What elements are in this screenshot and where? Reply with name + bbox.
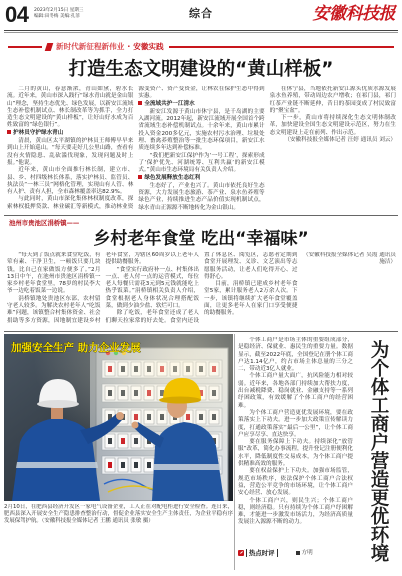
article2-kicker: 池州市贵池区涓桥镇—— <box>9 219 80 227</box>
article2-paragraph: 目前，涓桥镇已建成乡村老年食堂5家，累计服务老人2万余人次。下一步，该镇将继续扩大老年食堂覆盖面，让更多老年人在家门口享受便捷的助餐服务。 <box>204 281 298 317</box>
commentary-author-name: 方明 <box>301 550 313 556</box>
issue-date: 2023年2月15日 星期三 <box>34 8 84 13</box>
banner-separator: · <box>127 42 131 51</box>
article2-paragraph: “每天到了饭点就来食堂吃饭，有荤有素、干净卫生，一顿饭只要几块钱，比自己在家做饭方便多了。”2月13日中午，在池州市贵池区涓桥镇一家乡村老年食堂里，78岁的村民李大爷一边吃着饭菜一边说。 <box>7 252 101 295</box>
article1-subhead-text: 护林员守护绿水青山 <box>13 130 64 137</box>
article1-paragraph: 下一步，黄山市将持续深化生态文明体制改革，加快建设全国生态文明建设示范区，努力在生态文明建设上走在前列、作出示范。 <box>269 115 396 136</box>
header-rule-thin <box>4 32 398 33</box>
column-divider <box>234 334 235 570</box>
article1-body <box>7 86 396 213</box>
article1-paragraph: 二月的黄山，春意渐浓，青山如黛，碧水长流。近年来，黄山市深入践行“绿水青山就是金山银山”理念，坚持生态优先、绿色发展，以新安江流域生态补偿机制试点、林长制改革等为抓手，全力打造生态文明建设的“黄山样板”，让好山好水成为百姓致富的“绿色银行”。 <box>7 86 134 129</box>
column-label-text: 热点时评 <box>246 549 278 557</box>
commentary-paragraph: 为个体工商户营造更优发展环境，要在政策落实上下功夫。进一步加大政策宣传解读力度，打通政策落实“最后一公里”，让个体工商户应享尽享、直达快享。 <box>238 409 353 438</box>
editor-credits: 编辑:田冬梅 美编:孔菲 <box>34 14 80 20</box>
photo-workers-electrical-cabinet <box>4 334 233 501</box>
header-rule <box>4 30 398 31</box>
article2-paragraph: 涓桥镇地处贵池区东部，农村留守老人较多。为解决农村老年人“吃饭难”问题，该镇整合村集体资金、社会捐助等多方资源，因地制宜建设乡村老年食堂，为辖区60周岁以上老年人提供助餐服务。 <box>7 252 199 324</box>
photo-caption: 2月10日，在肥西县经济开发区一家电气设备企业，工人正在对配电柜进行安全检查。连日来，肥西县深入开展安全生产隐患排查整治行动，督促企业落实安全生产主体责任，为企业平稳有序发展保驾护航。（安徽科技报全媒体记者 王鹏 通讯员 张敏 摄） <box>4 504 233 524</box>
article2-byline: （安徽科技报全媒体记者 吴霞 通讯员 施洁） <box>302 252 396 266</box>
subhead-bullet-icon <box>138 175 142 179</box>
article1-paragraph: 与此同时，黄山市深化集体林权制度改革，探索林权抵押贷款、林业碳汇等新模式，推动林业资源变资产、资产变资金，让林农在保护生态中得到实惠。 <box>7 86 265 210</box>
commentary-paragraph: 要在权益保护上下功夫。加强市场监管，规范市场秩序，依法保护个体工商户合法权益，营造公平竞争的市场环境，让个体工商户安心经营、放心发展。 <box>238 468 353 497</box>
commentary-title: 为个体工商户营造更优环境 <box>368 340 389 562</box>
article1-paragraph: “我们把新安江保护作为‘一号工程’，探索形成了‘保护优先、河湖统筹、互利共赢’的新安江模式。”黄山市生态环境局有关负责人介绍。 <box>138 152 265 174</box>
banner-line-left <box>8 46 42 48</box>
article1-paragraph: 清晨，黄山区太平湖镇的护林员王师傅早早来到山上开始巡山。“每天要走好几公里山路，查看有没有火情隐患、乱砍滥伐现象，发现问题及时上报。”他说。 <box>7 138 134 166</box>
commentary-paragraph: 个体工商户兴，则民生兴；个体工商户稳，则经济稳。只有持续为个体工商户纾困解难，才能进一步激发市场活力，为经济高质量发展注入源源不断的动力。 <box>238 497 353 526</box>
banner-ribbon-icon <box>45 43 54 51</box>
banner-series: 新时代新征程新伟业 <box>56 42 125 51</box>
series-banner <box>8 41 394 53</box>
article2-paragraph: 除了吃饭，老年食堂还成了老人们聊天拉家常的好去处。食堂内还设置了休息区、阅览区，志愿者定期到食堂开展理发、义诊、文艺演出等志愿服务活动，让老人们吃得开心、过得舒心。 <box>105 252 298 324</box>
article1-headline: 打造生态文明建设的“黄山样板” <box>68 59 334 80</box>
worker-right-reflective-stripe <box>153 464 221 470</box>
section-divider <box>4 215 398 216</box>
white-helmet-brim <box>37 400 79 408</box>
banner-subtitle: 安徽实践 <box>133 42 164 51</box>
banner-line-right <box>169 46 394 48</box>
section-title: 综合 <box>189 7 213 20</box>
article1-subhead-text: 绿色发展释放生态红利 <box>144 175 201 182</box>
article1-byline: （安徽科技报全媒体记者 汪婷 通讯员 刘云） <box>284 137 396 144</box>
article1-subhead <box>138 101 264 108</box>
article1-paragraph: 生态好了，产业也兴了。黄山市依托良好生态资源，大力发展生态旅游、茶产业、泉水鱼养殖等绿色产业，持续推进生态产品价值实现机制试点，绿水青山正源源不断地转化为金山银山。 <box>138 182 265 211</box>
page-number: 04 <box>5 2 29 27</box>
article1-paragraph: 在休宁县，当地依托新安江源头优质水源发展泉水鱼养殖，带动周边农户增收；在祁门县，祁门红茶产业链不断延伸，昔日的茶园变成了村民致富的“聚宝盆”。 <box>269 86 396 114</box>
article1-paragraph: 新安江发源于黄山市休宁县，是千岛湖的主要入湖河流。2012年起，新安江流域开展全国首个跨省流域生态补偿机制试点。十余年来，黄山市累计投入资金200多亿元，实施农村污水治理、垃圾处理、畜禽养殖整治等一批生态环保项目，新安江水质连续多年达到补偿标准。 <box>138 108 265 152</box>
article1-subhead <box>138 175 264 182</box>
subhead-bullet-icon <box>138 101 142 105</box>
column-label <box>238 548 278 557</box>
commentary-paragraph: 个体工商户量大面广，抗风险能力相对较弱。近年来，各地各部门持续加大帮扶力度，出台减税降费、稳岗就业、金融支持等一系列纾困政策，有效缓解了个体工商户的经营困难。 <box>238 373 353 409</box>
subhead-bullet-icon <box>7 130 11 134</box>
commentary-body <box>238 337 353 543</box>
pen-icon <box>238 550 244 556</box>
commentary-author <box>296 549 313 557</box>
article2-paragraph: “食堂实行政府补一点、村集体出一点、老人付一点的运营模式，每位老人每餐只需花3元到5元钱就能吃上热乎饭菜。”涓桥镇相关负责人介绍，食堂根据老人身体状况合理搭配饭菜，做到少油少盐、软烂可口。 <box>105 266 199 310</box>
issue-info <box>34 8 83 21</box>
article1-subhead <box>7 130 133 137</box>
section-divider <box>4 331 398 332</box>
article1-subhead-text: 全流域共护一江清水 <box>144 101 195 108</box>
worker-left-reflective-stripe <box>16 462 98 468</box>
worker-right-hand <box>132 422 139 429</box>
photo-title: 加强安全生产 助力企业发展 <box>11 342 141 354</box>
worker-left-hand <box>116 412 124 420</box>
article2-headline: 乡村老年食堂 吃出“幸福味” <box>93 229 309 249</box>
newspaper-logo: 安徽科技报 <box>312 4 395 24</box>
commentary-paragraph: 要在服务保障上下功夫。持续深化“放管服”改革，简化办事流程，提升登记注册便利化水平，降低制度性交易成本，为个体工商户提供精准高效的服务。 <box>238 439 353 468</box>
commentary-paragraph: 个体工商户是市场主体的重要组成部分，是稳经济、保就业、惠民生的重要力量。数据显示，截至2022年底，全国登记在册个体工商户达1.14亿户，约占市场主体总量的三分之二，带动近3亿人就业。 <box>238 337 353 373</box>
author-bullet-icon <box>296 551 300 555</box>
yellow-helmet-brim <box>159 397 201 404</box>
article2-body <box>7 252 396 328</box>
article1-paragraph: 近年来，黄山市全面推行林长制，建立市、县、乡、村四级林长体系，落实护林员、监管员、执法员“一林三员”网格化管理，实现山有人管、林有人护、责有人担，全市森林覆盖率达82.9%。 <box>7 167 134 196</box>
